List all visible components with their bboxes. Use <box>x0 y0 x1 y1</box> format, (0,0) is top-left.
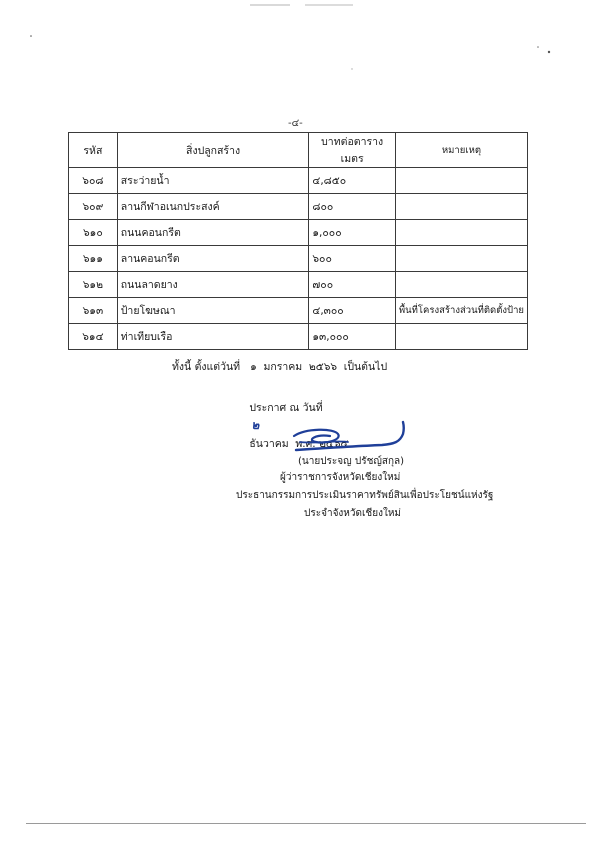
cell-note <box>395 168 527 194</box>
header-building: สิ่งปลูกสร้าง <box>117 133 309 168</box>
table-header-row <box>69 133 528 168</box>
header-code: รหัส <box>69 133 118 168</box>
cell-building: ถนนลาดยาง <box>117 272 309 298</box>
signatory-position: ผู้ว่าราชการจังหวัดเชียงใหม่ <box>280 472 401 483</box>
table-row <box>69 246 528 272</box>
header-note: หมายเหตุ <box>395 133 527 168</box>
cell-price: ๔,๘๕๐ <box>309 168 396 194</box>
cell-building: สระว่ายน้ำ <box>117 168 309 194</box>
cell-code: ๖๑๐ <box>69 220 118 246</box>
cell-building: ท่าเทียบเรือ <box>117 324 309 350</box>
construction-price-table <box>68 132 528 350</box>
cell-price: ๑๓,๐๐๐ <box>309 324 396 350</box>
cell-code: ๖๐๙ <box>69 194 118 220</box>
signatory-name: (นายประจญ ปรัชญ์สกุล) <box>298 456 405 467</box>
handwritten-day: ๒ <box>251 418 260 432</box>
announce-month-year: ธันวาคม พ.ศ. ๒๕๖๕ <box>249 438 349 450</box>
cell-code: ๖๐๘ <box>69 168 118 194</box>
header-price: บาทต่อตารางเมตร <box>309 133 396 168</box>
signatory-province: ประจำจังหวัดเชียงใหม่ <box>304 508 402 519</box>
cell-price: ๑,๐๐๐ <box>309 220 396 246</box>
scan-artifacts <box>0 0 601 120</box>
cell-note <box>395 220 527 246</box>
table-row <box>69 168 528 194</box>
cell-code: ๖๑๑ <box>69 246 118 272</box>
effective-date-statement: ทั้งนี้ ตั้งแต่วันที่ ๑ มกราคม ๒๕๖๖ เป็นต้นไป <box>172 361 388 373</box>
table-row <box>69 220 528 246</box>
cell-building: ลานคอนกรีต <box>117 246 309 272</box>
cell-code: ๖๑๒ <box>69 272 118 298</box>
signatory-committee-title: ประธานกรรมการประเมินราคาทรัพย์สินเพื่อประโยชน์แห่งรัฐ <box>236 490 494 501</box>
cell-note: พื้นที่โครงสร้างส่วนที่ติดตั้งป้าย <box>395 298 527 324</box>
cell-building: ลานกีฬาอเนกประสงค์ <box>117 194 309 220</box>
table-row <box>69 324 528 350</box>
cell-building: ป้ายโฆษณา <box>117 298 309 324</box>
table-row <box>69 194 528 220</box>
cell-code: ๖๑๓ <box>69 298 118 324</box>
cell-building: ถนนคอนกรีต <box>117 220 309 246</box>
cell-price: ๘๐๐ <box>309 194 396 220</box>
cell-note <box>395 272 527 298</box>
announce-prefix: ประกาศ ณ วันที่ <box>249 402 323 414</box>
footer-divider <box>26 823 586 824</box>
table-row <box>69 298 528 324</box>
cell-note <box>395 246 527 272</box>
page-number: -๔- <box>288 118 303 129</box>
cell-note <box>395 194 527 220</box>
cell-code: ๖๑๔ <box>69 324 118 350</box>
cell-price: ๔,๓๐๐ <box>309 298 396 324</box>
table-row <box>69 272 528 298</box>
cell-note <box>395 324 527 350</box>
cell-price: ๗๐๐ <box>309 272 396 298</box>
cell-price: ๖๐๐ <box>309 246 396 272</box>
